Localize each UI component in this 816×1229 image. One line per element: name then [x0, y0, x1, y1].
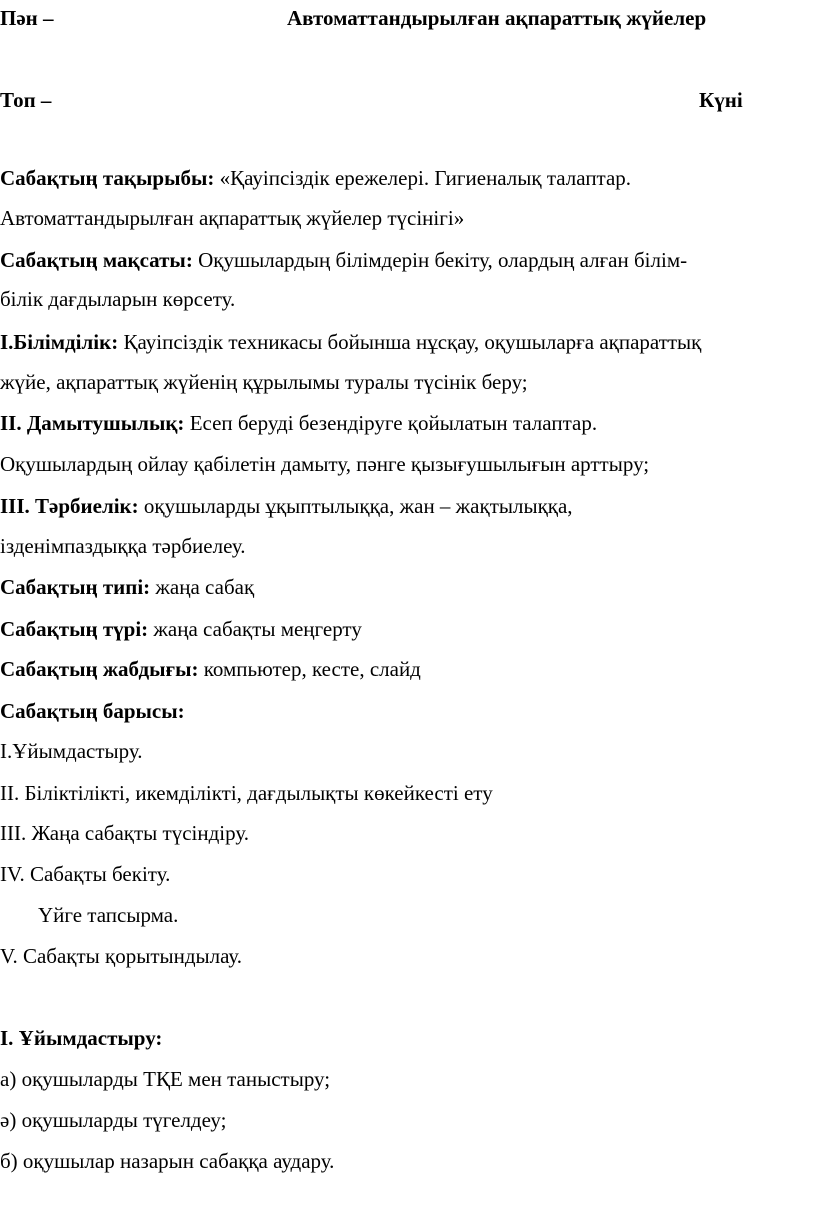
- lesson-kind-label: Сабақтың түрі:: [0, 617, 149, 641]
- lesson-type-value: жаңа сабақ: [155, 575, 255, 599]
- upbringing-label: ІІІ. Тәрбиелік:: [0, 494, 139, 518]
- developmental-value-2: Оқушылардың ойлау қабілетін дамыту, пәнге қызығушылығын арттыру;: [0, 452, 650, 476]
- progress-step: Үйге тапсырма.: [38, 903, 179, 927]
- equipment-line: [0, 657, 421, 681]
- goal-line-1: [0, 248, 687, 272]
- topic-value-1: «Қауіпсіздік ережелері. Гигиеналық талаптар.: [219, 166, 632, 190]
- organization-item: а) оқушыларды ТҚЕ мен таныстыру;: [0, 1067, 331, 1091]
- upbringing-value-1: оқушыларды ұқыптылыққа, жан – жақтылыққа,: [143, 494, 573, 518]
- progress-step: ІІІ. Жаңа сабақты түсіндіру.: [0, 821, 250, 845]
- lesson-type-line: [0, 575, 254, 599]
- developmental-line-1: [0, 411, 597, 435]
- topic-label: Сабақтың тақырыбы:: [0, 166, 215, 190]
- educational-label: І.Білімділік:: [0, 330, 119, 354]
- organization-heading: І. Ұйымдастыру:: [0, 1026, 163, 1050]
- equipment-label: Сабақтың жабдығы:: [0, 657, 199, 681]
- lesson-kind-line: [0, 617, 362, 641]
- progress-step: ІV. Сабақты бекіту.: [0, 862, 171, 886]
- educational-line-1: [0, 330, 701, 354]
- developmental-value-1: Есеп беруді безендіруге қойылатын талаптар.: [189, 411, 598, 435]
- equipment-value: компьютер, кесте, слайд: [203, 657, 421, 681]
- group-label: Топ –: [0, 88, 52, 112]
- progress-step: І.Ұйымдастыру.: [0, 739, 143, 763]
- goal-value-2: білік дағдыларын көрсету.: [0, 287, 236, 311]
- organization-item: ә) оқушыларды түгелдеу;: [0, 1108, 227, 1132]
- educational-value-2: жүйе, ақпараттық жүйенің құрылымы туралы түсінік беру;: [0, 370, 528, 394]
- topic-line-1: [0, 166, 631, 190]
- progress-heading: Сабақтың барысы:: [0, 699, 185, 723]
- subject-label: Пән –: [0, 6, 54, 30]
- subject-value: Автоматтандырылған ақпараттық жүйелер: [287, 6, 707, 30]
- goal-label: Сабақтың мақсаты:: [0, 248, 193, 272]
- lesson-kind-value: жаңа сабақты меңгерту: [153, 617, 362, 641]
- topic-value-2: Автоматтандырылған ақпараттық жүйелер түсінігі»: [0, 206, 465, 230]
- developmental-label: ІІ. Дамытушылық:: [0, 411, 185, 435]
- organization-item: б) оқушылар назарын сабаққа аудару.: [0, 1149, 335, 1173]
- goal-value-1: Оқушылардың білімдерін бекіту, олардың алған білім-: [198, 248, 688, 272]
- upbringing-value-2: ізденімпаздыққа тәрбиелеу.: [0, 534, 246, 558]
- lesson-type-label: Сабақтың типі:: [0, 575, 151, 599]
- progress-step: ІІ. Біліктілікті, икемділікті, дағдылықты көкейкесті ету: [0, 781, 493, 805]
- upbringing-line-1: [0, 494, 573, 518]
- educational-value-1: Қауіпсіздік техникасы бойынша нұсқау, оқушыларға ақпараттық: [123, 330, 702, 354]
- date-label: Күні: [699, 88, 743, 112]
- progress-step: V. Сабақты қорытындылау.: [0, 944, 243, 968]
